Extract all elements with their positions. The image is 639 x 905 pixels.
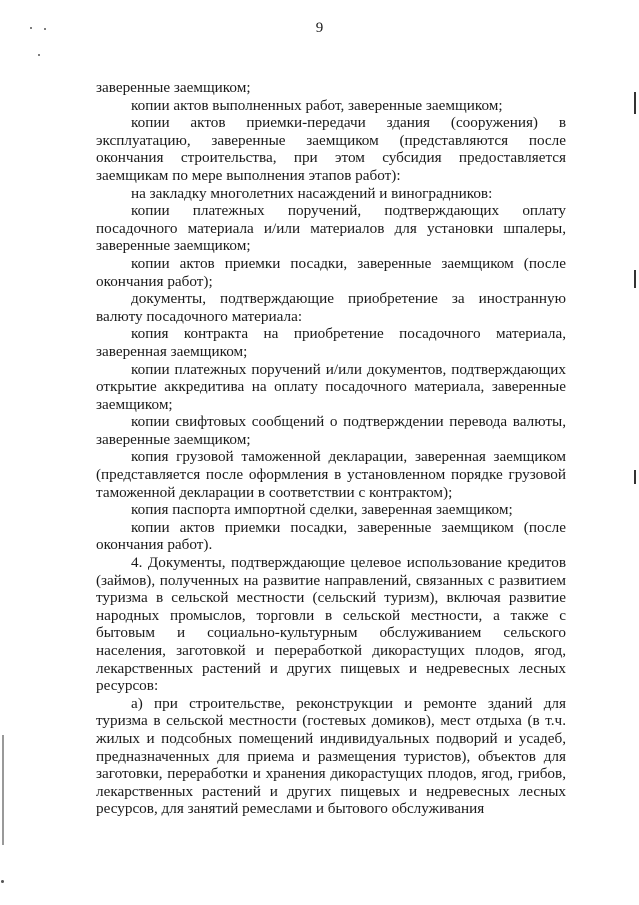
paragraph: 4. Документы, подтверждающие целевое использование кредитов (займов), полученных на развитие направлений, связанных с развитием туризма в сельской местности (сельский туризм), включая развитие народных промыслов, торговли в сельской местности, а также с бытовым и социально-культурным обслуживанием сельского населения, заготовкой и переработкой дикорастущих плодов, ягод, лекарственных растений и других пищевых и недревесных лесных ресурсов: <box>96 554 566 695</box>
scan-speck <box>38 54 40 56</box>
document-body <box>96 79 566 818</box>
paragraph: копии платежных поручений, подтверждающих оплату посадочного материала и/или материалов для установки шпалеры, заверенные заемщиком; <box>96 202 566 255</box>
paragraph: копии свифтовых сообщений о подтверждении перевода валюты, заверенные заемщиком; <box>96 413 566 448</box>
scan-speck <box>44 28 46 30</box>
paragraph: копии актов приемки-передачи здания (сооружения) в эксплуатацию, заверенные заемщиком (представляются после окончания строительства, при этом субсидия предоставляется заемщикам по мере выполнения этапов работ): <box>96 114 566 184</box>
scan-edge-mark <box>2 735 4 845</box>
paragraph: копии актов приемки посадки, заверенные заемщиком (после окончания работ). <box>96 518 566 554</box>
paragraph: а) при строительстве, реконструкции и ремонте зданий для туризма в сельской местности (гостевых домиков), мест отдыха (в т.ч. жилых и подсобных помещений индивидуальных подворий и усадеб, предназначенных для приема и размещения туристов), объектов для заготовки, переработки и хранения дикорастущих плодов, ягод, грибов, лекарственных растений и других пищевых и недревесных лесных ресурсов, для занятий ремеслами и бытового обслуживания <box>96 694 566 818</box>
paragraph: копия грузовой таможенной декларации, заверенная заемщиком (представляется после оформления в установленном порядке грузовой таможенной декларации в соответствии с контрактом); <box>96 448 566 501</box>
page-number: 9 <box>315 20 324 36</box>
paragraph: копия контракта на приобретение посадочного материала, заверенная заемщиком; <box>96 325 566 360</box>
paragraph: копии платежных поручений и/или документов, подтверждающих открытие аккредитива на оплату посадочного материала, заверенные заемщиком; <box>96 360 566 413</box>
scan-edge-mark <box>634 270 636 288</box>
scan-speck <box>1 880 4 883</box>
paragraph: копия паспорта импортной сделки, заверенная заемщиком; <box>131 501 513 519</box>
scan-speck <box>30 27 32 29</box>
paragraph: копии актов приемки посадки, заверенные заемщиком (после окончания работ); <box>96 254 566 290</box>
paragraph: документы, подтверждающие приобретение за иностранную валюту посадочного материала: <box>96 290 566 325</box>
paragraph: на закладку многолетних насаждений и виноградников: <box>131 184 493 202</box>
scan-edge-mark <box>634 92 636 114</box>
paragraph: копии актов выполненных работ, заверенные заемщиком; <box>131 96 503 114</box>
paragraph: заверенные заемщиком; <box>96 79 251 96</box>
scan-edge-mark <box>634 470 636 484</box>
